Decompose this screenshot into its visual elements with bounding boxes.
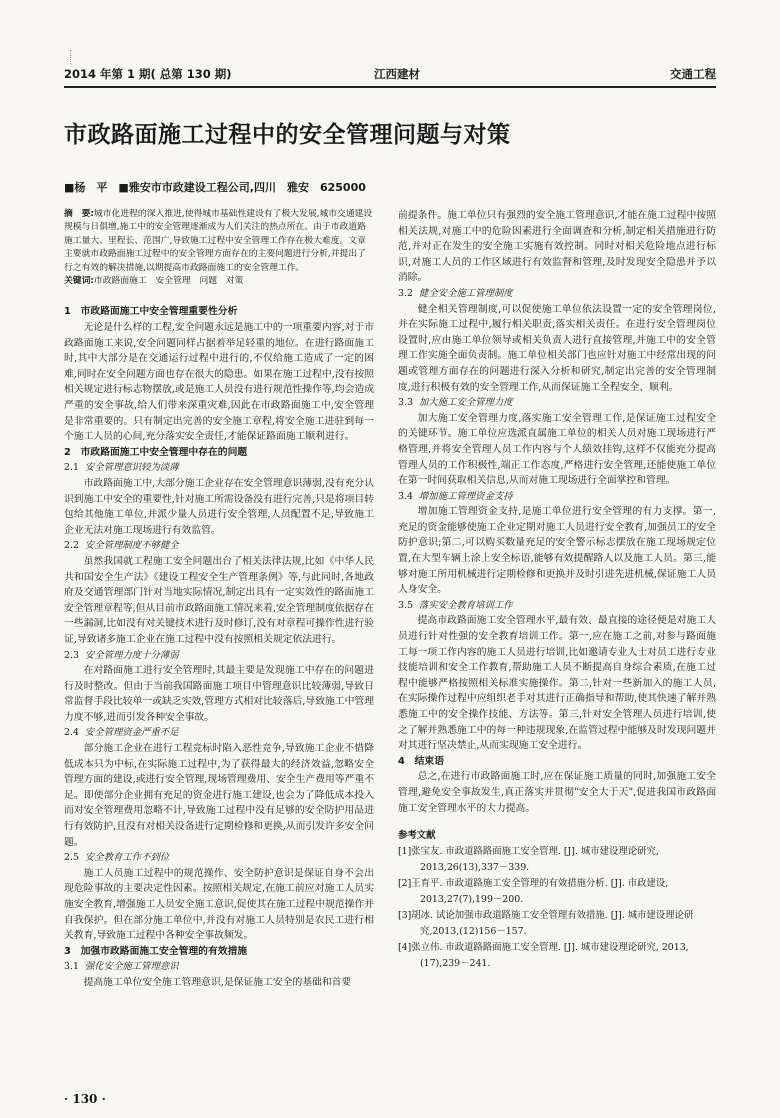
author-affiliation: ■杨 平 ■雅安市市政建设工程公司,四川 雅安 625000 <box>64 181 366 194</box>
paragraph: 总之,在进行市政路面施工时,应在保证施工质量的同时,加强施工安全管理,避免安全事故发生,真正落实并贯彻"安全大于天",促进我国市政路面施工安全管理水平的大力提高。 <box>398 771 716 814</box>
paragraph: 提高市政路面施工安全管理水平,最有效、最直接的途径便是对施工人员进行针对性强的安全教育培训工作。第一,应在施工之前,对参与路面施工每一项工作内容的施工人员进行培训,比如邀请专业人士对员工进行专业技能培训和安全工作教育,帮助施工人员不断提高自身综合素质,在施工过程中能够严格按照相关标准实施操作。第二,针对一些新加入的施工人员,在实际操作过程中应组织老手对其进行正确指导和帮助,使其快速了解并熟悉施工中的安全操作技能、方法等。第三,针对安全管理人员进行培训,使之了解并熟悉施工中的每一种违规现象,在监管过程中能够及时发现问题并对其进行坚决禁止,从而实现施工安全进行。 <box>398 615 716 752</box>
reference-item: [4]张立伟. 市政道路路面施工安全管理. [J]. 城市建设理论研究, 2013,(17),239－241. <box>398 941 689 969</box>
section-heading: 3 加强市政路面施工安全管理的有效措施 <box>64 945 248 957</box>
abstract <box>64 208 374 275</box>
abstract-label: 摘 要: <box>64 209 94 219</box>
keywords <box>64 275 374 288</box>
paragraph: 前提条件。施工单位只有强烈的安全施工管理意识,才能在施工过程中按照相关法规,对施工中的危险因素进行全面调查和分析,制定相关措施进行防范,并对正在发生的安全施工实施有效控制。同时对相关危险地点进行标识,对施工人员的工作区域进行有效监督和管理,及时发现安全隐患并予以消除。 <box>398 210 716 284</box>
subsection-heading: 2.2 安全管理制度不够健全 <box>64 540 179 552</box>
paragraph: 加大施工安全管理力度,落实施工安全管理工作,是保证施工过程安全的关键环节。施工单位应选派直属施工单位的相关人员对施工现场进行严格管理,并将安全管理人员工作内容与个人绩效挂钩,这样不仅能充分提高管理人员的工作积极性,端正工作态度,严格进行安全管理,还能使施工单位在第一时间获取相关信息,从而对施工现场进行全面掌控和管理。 <box>398 412 716 487</box>
subsection-heading: 3.1 强化安全施工管理意识 <box>64 961 179 973</box>
subsection-heading: 2.3 安全管理力度十分薄弱 <box>64 649 179 661</box>
subsection-heading: 2.4 安全管理资金严重不足 <box>64 727 179 739</box>
subsection-heading: 3.2 健全安全施工管理制度 <box>398 287 513 299</box>
paragraph: 增加施工管理资金支持,是施工单位进行安全管理的有力支撑。第一,充足的资金能够使施工企业定期对施工人员进行安全教育,加强员工的安全防护意识;第二,可以购买数量充足的安全警示标志摆放在施工现场规定位置,在大型车辆上涂上安全标语,能够有效提醒路人以及施工人员。第三,能够对施工所用机械进行定期检修和更换并及时引进先进机械,保证施工人员人身安全。 <box>398 506 716 596</box>
reference-item: [2]王育平. 市政道路施工安全管理的有效措施分析. [J]. 市政建设, 2013,27(7),199－200. <box>398 877 669 905</box>
subsection-heading: 3.3 加大施工安全管理力度 <box>398 397 513 409</box>
header-rule <box>64 86 716 88</box>
paragraph: 健全相关管理制度,可以促使施工单位依法设置一定的安全管理岗位,并在实际施工过程中,履行相关职责,落实相关责任。在进行安全管理岗位设置时,应由施工单位领导或相关负责人进行直接管理,并施工中的安全管理工作实施全面负责制。施工单位相关部门也应针对施工中经常出现的问题或管理方面存在的问题进行深入分析和研究,制定出完善的安全管理制度,进行积极有效的安全管理工作,从而保证施工全程安全、顺利。 <box>398 303 716 393</box>
section-heading: 4 结束语 <box>398 755 445 767</box>
journal-name: 江西建材 <box>374 67 420 81</box>
subsection-heading: 2.1 安全管理意识较为淡薄 <box>64 462 179 474</box>
subsection-heading: 3.5 落实安全教育培训工作 <box>398 599 513 611</box>
right-column <box>398 208 716 972</box>
keywords-text: 市政路面施工 安全管理 问题 对策 <box>93 276 244 287</box>
left-column <box>64 208 374 991</box>
paragraph: 部分施工企业在进行工程竞标时陷入恶性竞争,导致施工企业不惜降低成本只为中标,在实际施工过程中,为了获得最大的经济效益,忽略安全管理方面的建设,或进行安全管理,现场管理费用、安全生产费用等严重不足。即使部分企业拥有充足的资金进行施工建设,也会为了降低成本投入而对安全管理费用忽略不计,导致施工过程中没有足够的安全防护用品进行有效防护,且没有对相关设备进行定期检修和更换,从而引发许多安全问题。 <box>64 743 374 848</box>
reference-item: [1]张宝友. 市政道路路面施工安全管理. [J]. 城市建设理论研究, 2013,26(13),337－339. <box>398 845 659 873</box>
paragraph: 市政路面施工中,大部分施工企业存在安全管理意识薄弱,没有充分认识到施工中安全的重要性,针对施工所需设备没有进行完善,只是将项目转包给其他施工单位,并派少量人员进行安全管理,人员配置不足,导致施工企业无法对施工现场进行有效监管。 <box>64 477 374 536</box>
margin-mark <box>70 50 74 64</box>
subsection-heading: 3.4 增加施工管理资金支持 <box>398 490 513 502</box>
paragraph: 虽然我国就工程施工安全问题出台了相关法律法规,比如《中华人民共和国安全生产法》《建设工程安全生产管理条例》等,与此同时,各地政府及交通管理部门针对当地实际情况,制定出具有一定实效性的路面施工安全管理章程等,但从目前市政路面施工情况来看,安全管理制度依据存在一些漏洞,比如没有对关键技术进行及时修订,没有对章程可操作性进行验证,导致诸多施工企业在施工过程中没有按照相关规定依法进行。 <box>64 555 374 645</box>
section-heading: 1 市政路面施工中安全管理重要性分析 <box>64 306 238 318</box>
keywords-label: 关键词: <box>64 276 94 287</box>
reference-item: [3]胡冰. 试论加强市政道路施工安全管理有效措施. [J]. 城市建设理论研究,2013,(12)156－157. <box>398 909 694 937</box>
article-title: 市政路面施工过程中的安全管理问题与对策 <box>64 122 511 148</box>
page-number: · 130 · <box>64 1092 106 1106</box>
reference-list <box>398 844 716 972</box>
paragraph: 在对路面施工进行安全管理时,其最主要是发现施工中存在的问题进行及时整改。但由于当前我国路面施工项目中管理意识比较薄弱,导致日常监督手段比较单一或缺乏实效,管理方式相对比较落后,导致施工中管理力度不够,进而引发各种安全事故。 <box>64 665 374 723</box>
running-head <box>64 64 716 84</box>
paragraph: 施工人员施工过程中的规范操作、安全防护意识是保证自身不会出现危险事故的主要决定性因素。按照相关规定,在施工前应对施工人员实施安全教育,增强施工人员安全施工意识,促使其在施工过程中规范操作并自我保护。但在部分施工单位中,并没有对施工人员特别是农民工进行相关教育,导致施工过程中各种安全事故频发。 <box>64 867 374 942</box>
issue-label: 2014 年第 1 期( 总第 130 期) <box>64 67 232 81</box>
paragraph: 无论是什么样的工程,安全问题永远是施工中的一项重要内容,对于市政路面施工来说,安全问题同样占据着举足轻重的地位。在进行路面施工时,其中大部分是在交通运行过程中进行的,不仅给施工造成了一定的困难,同时在安全问题方面也存在很大的隐患。如果在施工过程中,没有按照相关规定进行标志物摆放,或是施工人员没有进行规范性操作等,均会造成严重的安全事故,给人们带来深重灾难,因此在市政路面施工中,安全管理是非常重要的。只有制定出完善的安全施工章程,将安全施工进驻到每一个施工人员的心间,充分落实安全责任,才能保证路面施工顺利进行。 <box>64 322 374 443</box>
abstract-text: 城市化进程的深入推进,使得城市基础性建设有了极大发展,城市交通建设规模与日俱增,施工中的安全管理逐渐成为人们关注的热点所在。由于市政道路施工量大、里程长、范围广,导致施工过程中安全管理工作存在极大难度。文章主要就市政路面施工过程中的安全管理方面存在的主要问题进行分析,并提出了行之有效的解决措施,以期提高市政路面施工的安全管理工作。 <box>64 209 373 273</box>
section-heading: 2 市政路面施工中安全管理中存在的问题 <box>64 446 248 458</box>
section-name: 交通工程 <box>670 67 716 81</box>
references-heading: 参考文献 <box>398 830 436 842</box>
subsection-heading: 2.5 安全教育工作不到位 <box>64 852 170 864</box>
paragraph: 提高施工单位安全施工管理意识,是保证施工安全的基础和首要 <box>83 976 352 988</box>
